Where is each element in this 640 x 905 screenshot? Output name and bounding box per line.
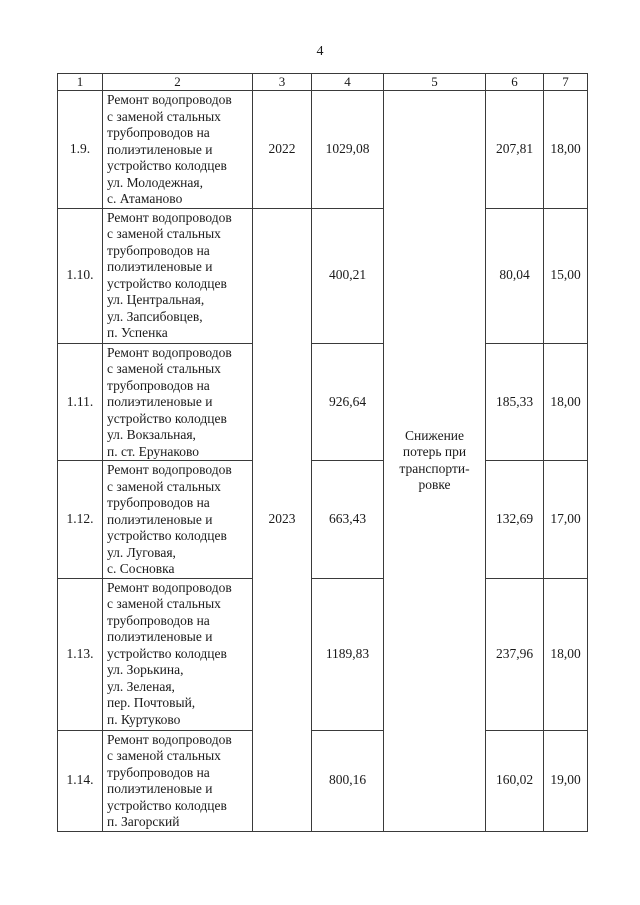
column-header: 5	[384, 74, 486, 91]
description-line: трубопроводов на	[107, 764, 210, 780]
description-line: устройство колодцев	[107, 410, 227, 426]
work-description	[103, 578, 253, 730]
cost-cell: 1189,83	[312, 578, 384, 730]
row-number: 1.10.	[58, 208, 103, 343]
description-line: с заменой стальных	[107, 596, 221, 611]
description-line: полиэтиленовые и	[107, 394, 213, 409]
work-description	[103, 343, 253, 461]
effect-line: транспорти-	[399, 460, 470, 476]
value-col7: 17,00	[544, 461, 588, 579]
work-description	[103, 730, 253, 831]
description-line: полиэтиленовые и	[107, 781, 213, 796]
value-col6: 185,33	[486, 343, 544, 461]
table-row	[58, 208, 588, 343]
description-line: ул. Зорькина,	[107, 662, 184, 677]
table-row	[58, 578, 588, 730]
description-line: с. Сосновка	[107, 561, 175, 576]
description-line: Ремонт водопроводов	[107, 731, 232, 747]
description-line: ул. Запсибовцев,	[107, 308, 203, 324]
description-line: Ремонт водопроводов	[107, 579, 232, 595]
description-line: ул. Луговая,	[107, 544, 176, 560]
column-header: 6	[486, 74, 544, 91]
description-line: Ремонт водопроводов	[107, 209, 232, 225]
row-number: 1.11.	[58, 343, 103, 461]
description-line: Ремонт водопроводов	[107, 92, 232, 107]
page-number: 4	[316, 44, 324, 59]
description-line: с заменой стальных	[107, 108, 221, 124]
cost-cell: 663,43	[312, 461, 384, 579]
value-col6: 80,04	[486, 208, 544, 343]
year-cell: 2023	[253, 208, 312, 831]
description-line: пер. Почтовый,	[107, 695, 196, 710]
column-header: 2	[103, 74, 253, 91]
description-line: п. Загорский	[107, 814, 180, 829]
effect-line: ровке	[418, 477, 451, 493]
effect-cell	[384, 91, 486, 832]
description-line: п. Куртуково	[107, 711, 181, 727]
year-cell: 2022	[253, 91, 312, 209]
description-line: Ремонт водопроводов	[107, 344, 232, 360]
header-row	[58, 74, 588, 91]
effect-line: потерь при	[402, 444, 467, 460]
description-line: с заменой стальных	[107, 361, 221, 376]
value-col7: 18,00	[544, 578, 588, 730]
description-line: с. Атаманово	[107, 191, 183, 206]
description-line: п. Успенка	[107, 325, 168, 340]
row-number: 1.9.	[58, 91, 103, 209]
description-line: трубопроводов на	[107, 125, 210, 140]
description-line: с заменой стальных	[107, 226, 221, 241]
value-col6: 237,96	[486, 578, 544, 730]
cost-cell: 926,64	[312, 343, 384, 461]
work-description	[103, 91, 253, 209]
row-number: 1.12.	[58, 461, 103, 579]
description-line: устройство колодцев	[107, 528, 227, 543]
cost-cell: 800,16	[312, 730, 384, 831]
description-line: п. ст. Ерунаково	[107, 443, 200, 459]
table-row	[58, 343, 588, 461]
value-col7: 18,00	[544, 343, 588, 461]
value-col7: 15,00	[544, 208, 588, 343]
column-header: 4	[312, 74, 384, 91]
description-line: ул. Молодежная,	[107, 174, 203, 190]
value-col6: 207,81	[486, 91, 544, 209]
cost-cell: 1029,08	[312, 91, 384, 209]
description-line: ул. Центральная,	[107, 292, 205, 307]
description-line: с заменой стальных	[107, 478, 221, 494]
description-line: полиэтиленовые и	[107, 511, 213, 527]
value-col7: 18,00	[544, 91, 588, 209]
column-header: 7	[544, 74, 588, 91]
description-line: ул. Зеленая,	[107, 678, 175, 694]
description-line: полиэтиленовые и	[107, 141, 213, 157]
description-line: устройство колодцев	[107, 645, 227, 661]
description-line: полиэтиленовые и	[107, 629, 213, 644]
cost-cell: 400,21	[312, 208, 384, 343]
description-line: полиэтиленовые и	[107, 259, 213, 274]
row-number: 1.14.	[58, 730, 103, 831]
description-line: трубопроводов на	[107, 612, 210, 628]
description-line: трубопроводов на	[107, 377, 210, 393]
table-row	[58, 730, 588, 831]
work-description	[103, 208, 253, 343]
effect-line: Снижение	[404, 427, 465, 443]
value-col6: 160,02	[486, 730, 544, 831]
description-line: Ремонт водопроводов	[107, 462, 232, 477]
description-line: с заменой стальных	[107, 748, 221, 763]
description-line: устройство колодцев	[107, 275, 227, 291]
description-line: ул. Вокзальная,	[107, 427, 196, 442]
column-header: 3	[253, 74, 312, 91]
description-line: трубопроводов на	[107, 242, 210, 258]
value-col7: 19,00	[544, 730, 588, 831]
description-line: трубопроводов на	[107, 495, 210, 510]
table-row	[58, 91, 588, 209]
work-description	[103, 461, 253, 579]
value-col6: 132,69	[486, 461, 544, 579]
column-header: 1	[58, 74, 103, 91]
description-line: устройство колодцев	[107, 797, 227, 813]
description-line: устройство колодцев	[107, 158, 227, 173]
table-row	[58, 461, 588, 579]
works-table	[57, 73, 588, 832]
row-number: 1.13.	[58, 578, 103, 730]
